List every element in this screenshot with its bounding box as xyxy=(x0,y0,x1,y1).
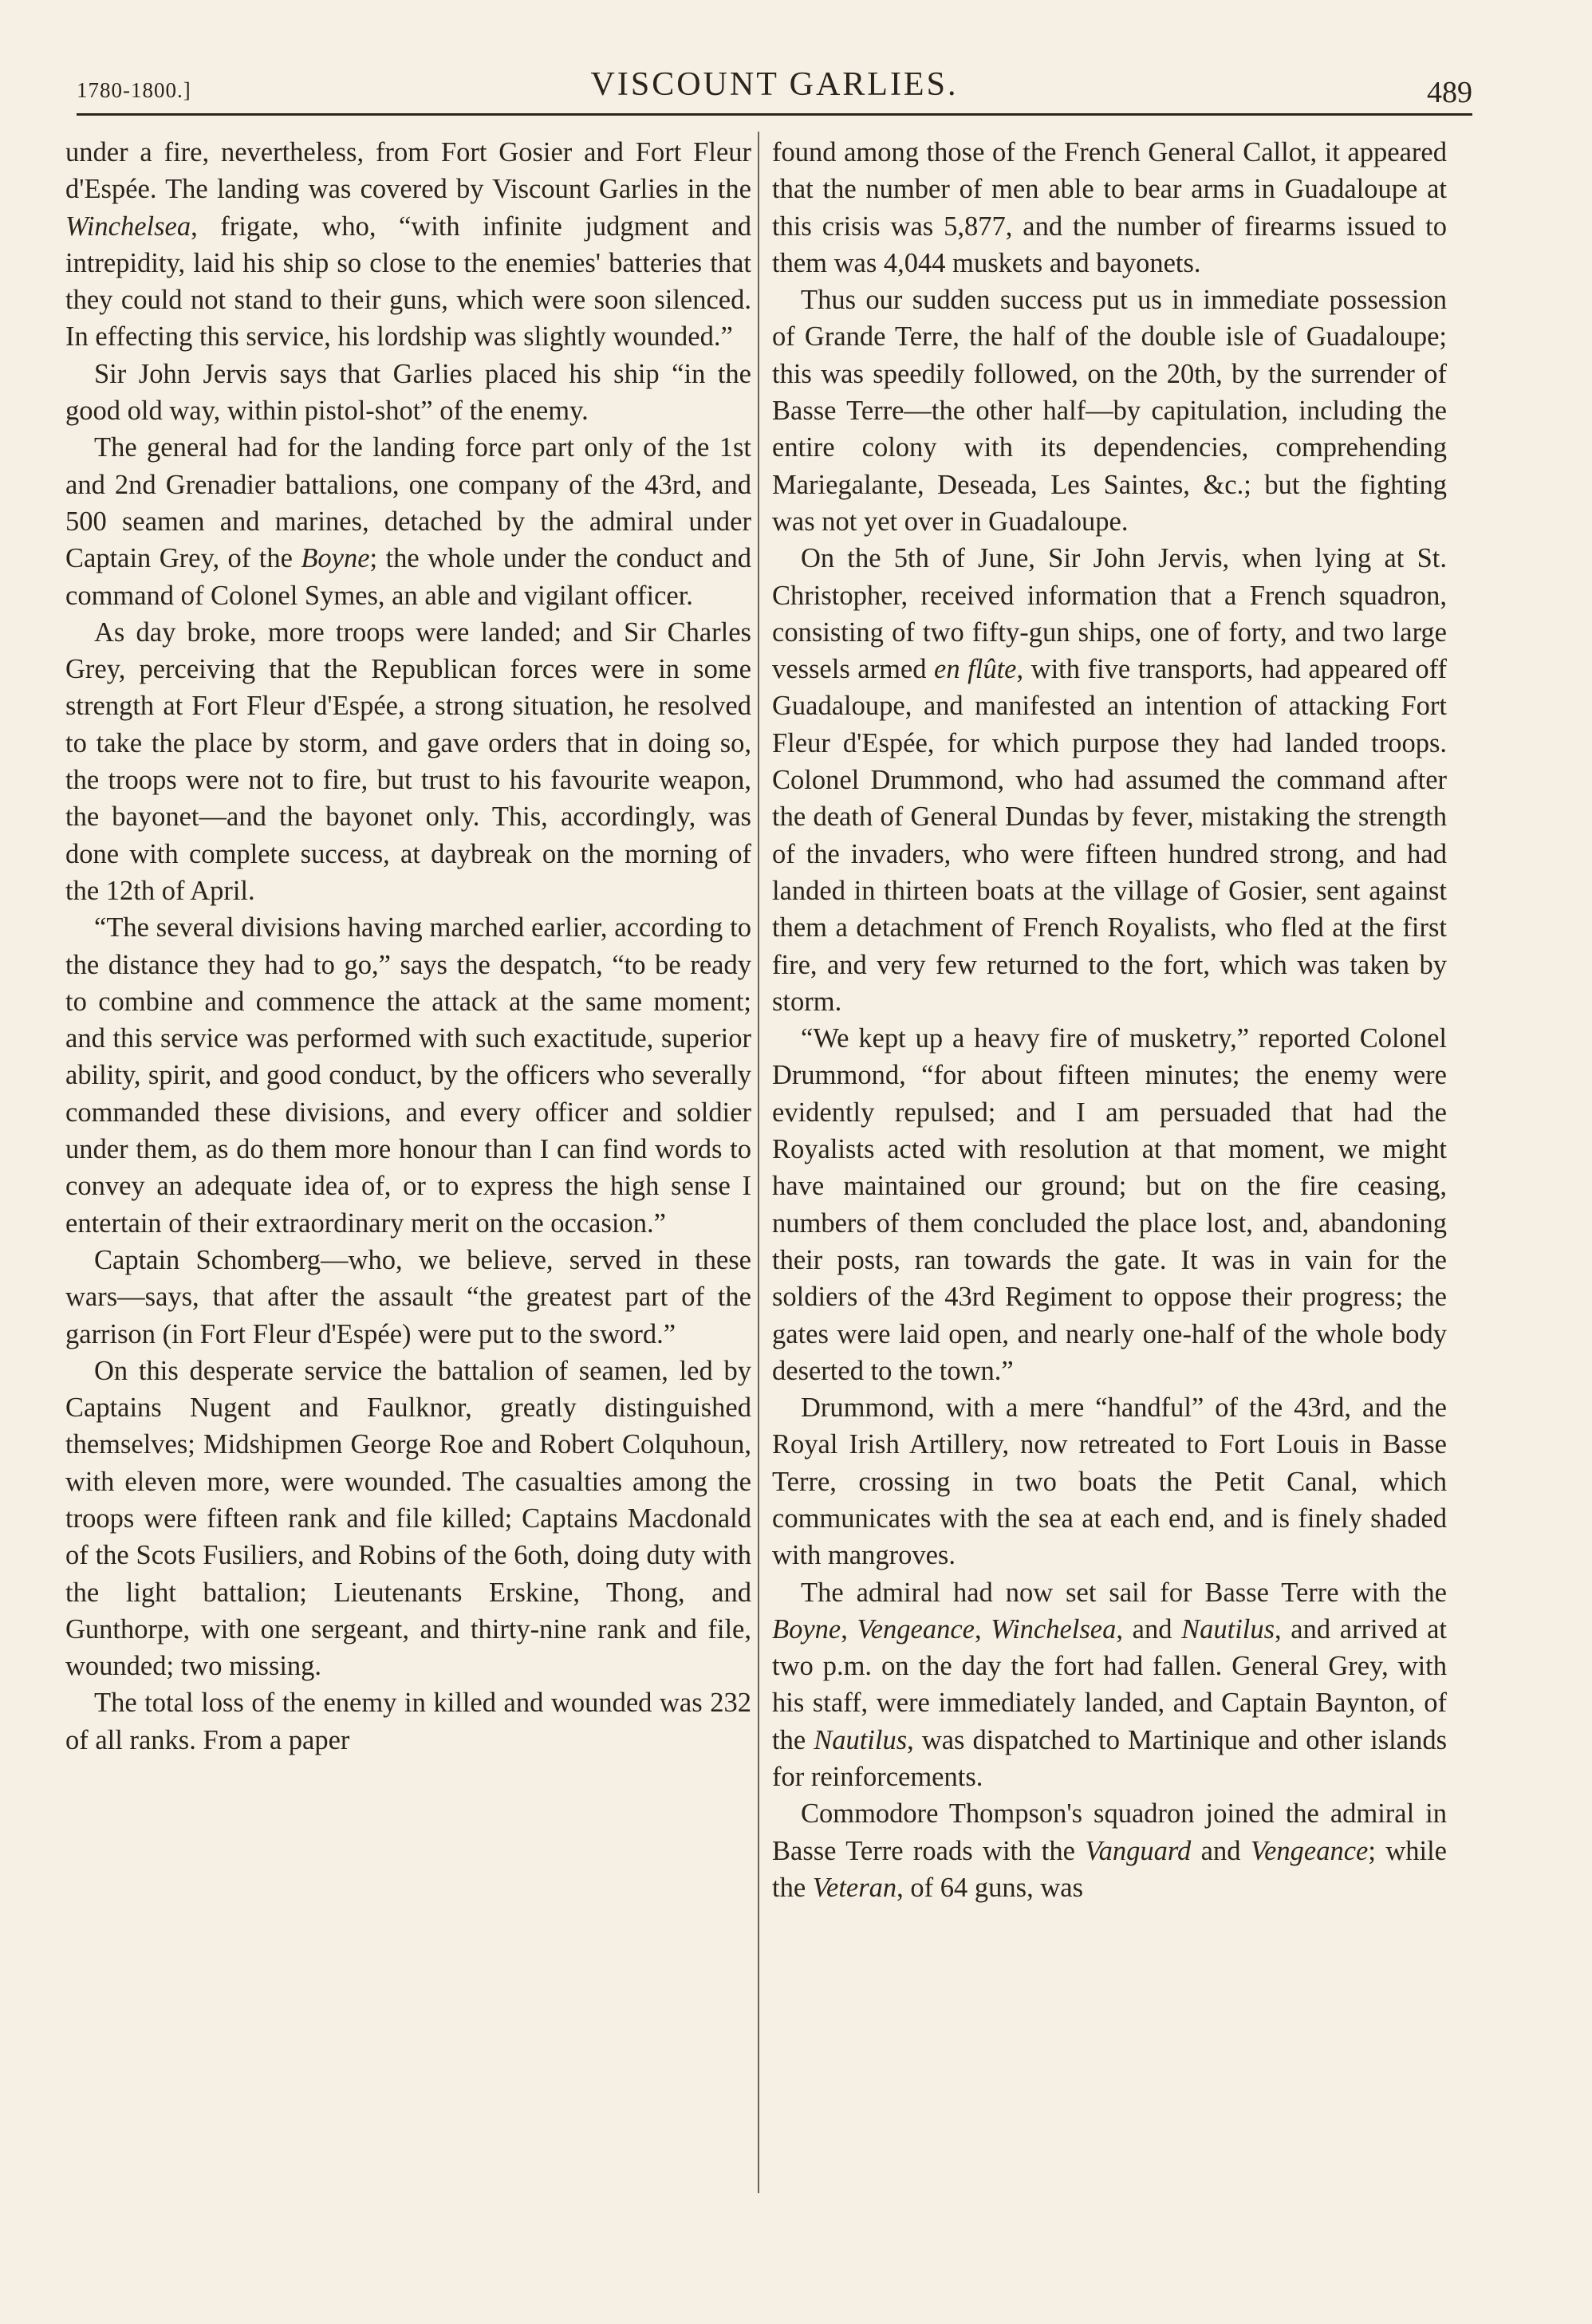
paragraph: Commodore Thompson's squadron joined the admiral in Basse Terre roads with the Vanguard and Vengeance; while the Veteran, of 64 guns, was xyxy=(772,1798,1447,1903)
paragraph: Thus our sudden success put us in immediate possession of Grande Terre, the half of the double isle of Guadaloupe; this was speedily followed, on the 20th, by the surrender of Basse Terre—the other half—by capitulation, including the entire colony with its dependencies, comprehending Mariegalante, Deseada, Les Saintes, &c.; but the fighting was not yet over in Guadaloupe. xyxy=(772,285,1447,537)
page-title: VISCOUNT GARLIES. xyxy=(590,66,959,103)
paragraph: found among those of the French General Callot, it appeared that the number of men able to bear arms in Guadaloupe at this crisis was 5,877, and the number of firearms issued to them was 4,044 muskets and bayonets. xyxy=(772,137,1447,278)
header-rule xyxy=(77,113,1472,116)
date-range: 1780-1800.] xyxy=(77,78,191,102)
paragraph: As day broke, more troops were landed; and Sir Charles Grey, perceiving that the Republican forces were in some strength at Fort Fleur d'Espée, a strong situation, he resolved to take the place by storm, and gave orders that in doing so, the troops were not to fire, but trust to his favourite weapon, the bayonet—and the bayonet only. This, accordingly, was done with complete success, at daybreak on the morning of the 12th of April. xyxy=(65,616,751,906)
paragraph: “The several divisions having marched earlier, according to the distance they had to go,” says the despatch, “to be ready to combine and commence the attack at the same moment; and this service was performed with such exactitude, superior ability, spirit, and good conduct, by the officers who severally commanded these divisions, and every officer and soldier under them, as do them more honour than I can find words to convey an adequate idea of, or to express the high sense I entertain of their extraordinary merit on the occasion.” xyxy=(65,912,751,1239)
paragraph: Captain Schomberg—who, we believe, served in these wars—says, that after the assault “the greatest part of the garrison (in Fort Fleur d'Espée) were put to the sword.” xyxy=(65,1244,751,1349)
paragraph: “We kept up a heavy fire of musketry,” reported Colonel Drummond, “for about fifteen minutes; the enemy were evidently repulsed; and I am persuaded that had the Royalists acted with resolution at that moment, we might have maintained our ground; but on the fire ceasing, numbers of them concluded the place lost, and, abandoning their posts, ran towards the gate. It was in vain for the soldiers of the 43rd Regiment to oppose their progress; the gates were laid open, and nearly one-half of the whole body deserted to the town.” xyxy=(772,1023,1447,1386)
running-header xyxy=(77,65,1472,129)
right-column xyxy=(772,134,1447,1906)
paragraph: The total loss of the enemy in killed and wounded was 232 of all ranks. From a paper xyxy=(65,1688,751,1755)
page-number: 489 xyxy=(1427,76,1472,109)
paragraph: Sir John Jervis says that Garlies placed his ship “in the good old way, within pistol-shot” of the enemy. xyxy=(65,358,751,427)
paragraph: The general had for the landing force part only of the 1st and 2nd Grenadier battalions, one company of the 43rd, and 500 seamen and marines, detached by the admiral under Captain Grey, of the Boyne; the whole under the conduct and command of Colonel Symes, an able and vigilant officer. xyxy=(65,432,751,611)
paragraph: under a fire, nevertheless, from Fort Gosier and Fort Fleur d'Espée. The landing was covered by Viscount Garlies in the Winchelsea, frigate, who, “with infinite judgment and intrepidity, laid his ship so close to the enemies' batteries that they could not stand to their guns, which were soon silenced. In effecting this service, his lordship was slightly wounded.” xyxy=(65,137,751,353)
column-divider xyxy=(758,132,759,2193)
paragraph: On the 5th of June, Sir John Jervis, when lying at St. Christopher, received information that a French squadron, consisting of two fifty-gun ships, one of forty, and two large vessels armed en flûte, with five transports, had appeared off Guadaloupe, and manifested an intention of attacking Fort Fleur d'Espée, for which purpose they had landed troops. Colonel Drummond, who had assumed the command after the death of General Dundas by fever, mistaking the strength of the invaders, who were fifteen hundred strong, and had landed in thirteen boats at the village of Gosier, sent against them a detachment of French Royalists, who fled at the first fire, and very few returned to the fort, which was taken by storm. xyxy=(772,543,1447,1017)
paragraph: Drummond, with a mere “handful” of the 43rd, and the Royal Irish Artillery, now retreated to Fort Louis in Basse Terre, crossing in two boats the Petit Canal, which communicates with the sea at each end, and is finely shaded with mangroves. xyxy=(772,1392,1447,1571)
paragraph: On this desperate service the battalion of seamen, led by Captains Nugent and Faulknor, greatly distinguished themselves; Midshipmen George Roe and Robert Colquhoun, with eleven more, were wounded. The casualties among the troops were fifteen rank and file killed; Captains Macdonald of the Scots Fusiliers, and Robins of the 6oth, doing duty with the light battalion; Lieutenants Erskine, Thong, and Gunthorpe, with one sergeant, and thirty-nine rank and file, wounded; two missing. xyxy=(65,1355,751,1682)
paragraph: The admiral had now set sail for Basse Terre with the Boyne, Vengeance, Winchelsea, and Nautilus, and arrived at two p.m. on the day the fort had fallen. General Grey, with his staff, were immediately landed, and Captain Baynton, of the Nautilus, was dispatched to Martinique and other islands for reinforcements. xyxy=(772,1577,1447,1793)
left-column xyxy=(65,134,751,1759)
